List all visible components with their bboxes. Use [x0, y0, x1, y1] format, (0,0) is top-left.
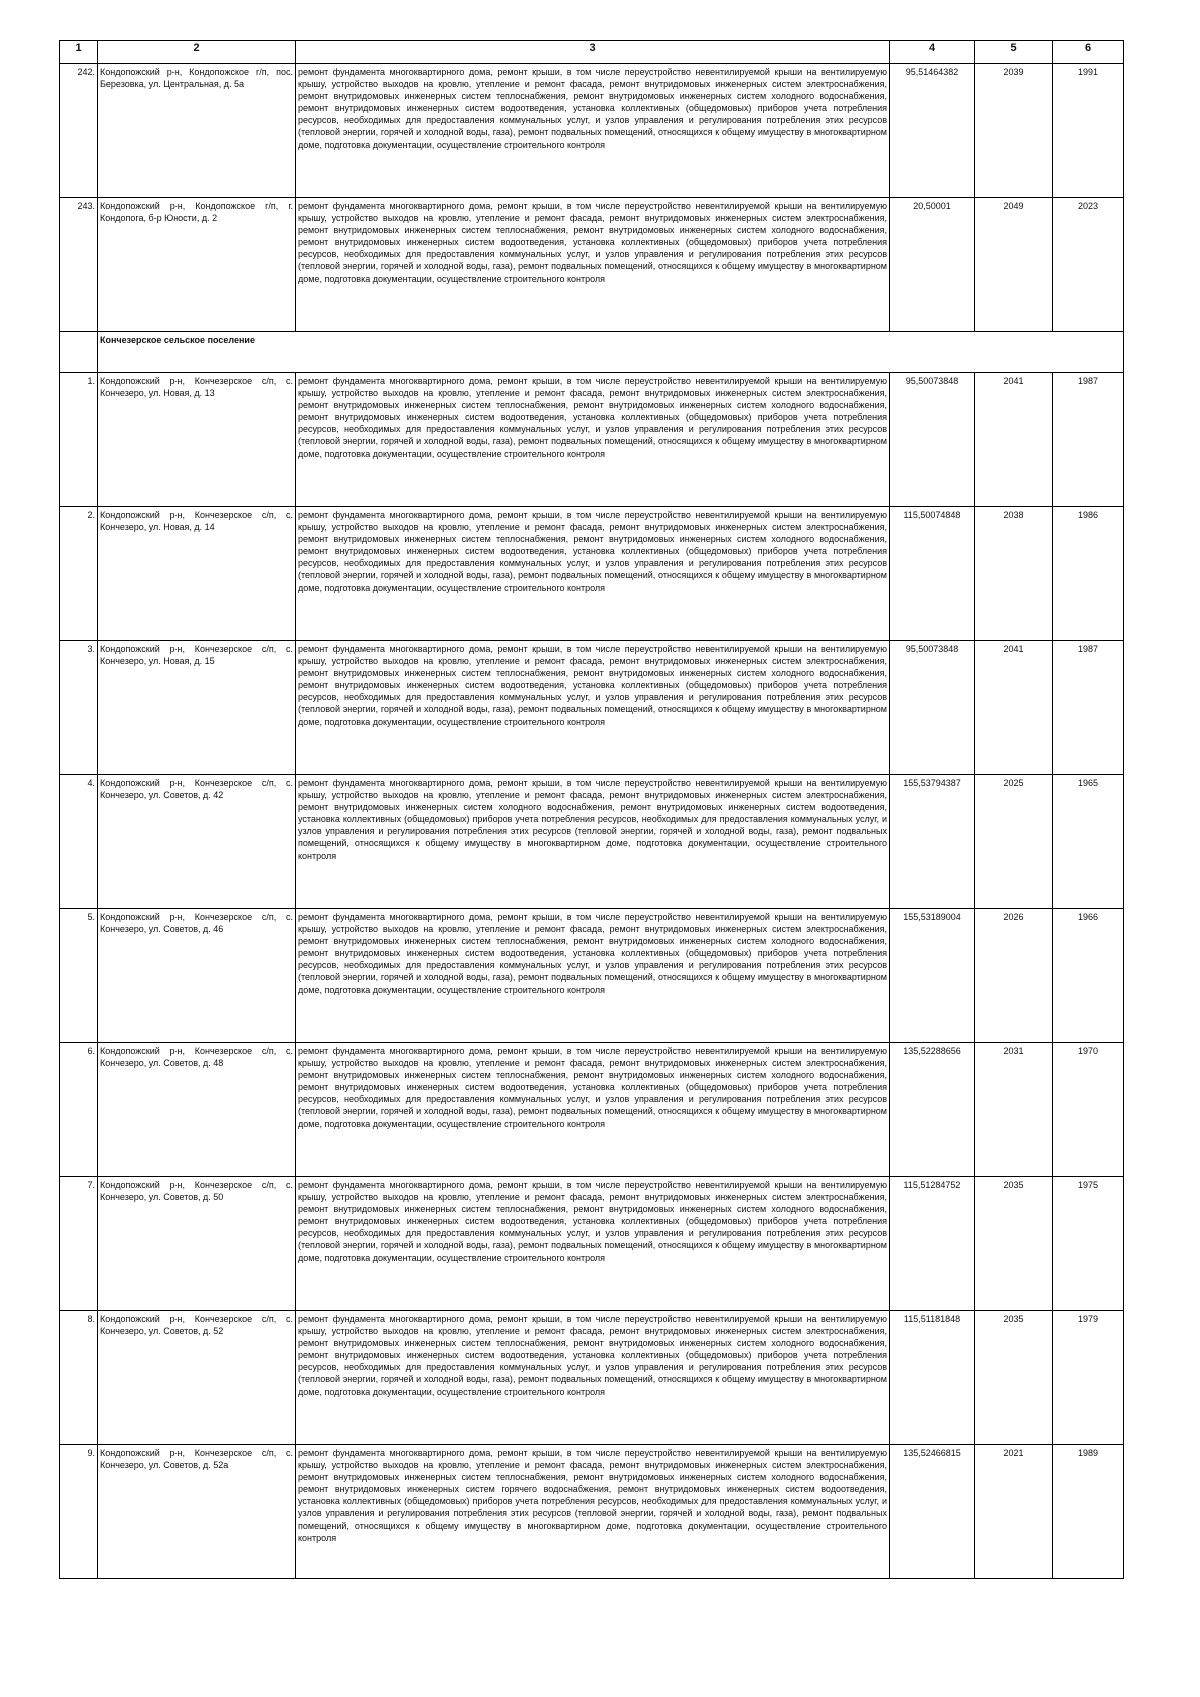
table-row: [60, 198, 1124, 332]
build-year: 1989: [1053, 1445, 1124, 1579]
section-spacer: [60, 332, 98, 373]
row-number: 2.: [60, 507, 98, 641]
cost-value: 20,50001: [890, 198, 975, 332]
cost-value: 135,52466815: [890, 1445, 975, 1579]
cost-value: 95,51464382: [890, 64, 975, 198]
house-address: Кондопожский р-н, Кончезерское с/п, с. Кончезеро, ул. Новая, д. 15: [98, 641, 296, 775]
repair-program-table: [59, 40, 1124, 1579]
table-row: [60, 1043, 1124, 1177]
work-types: ремонт фундамента многоквартирного дома, ремонт крыши, в том числе переустройство невентилируемой крыши на вентилируемую крышу, устройство выходов на кровлю, утепление и ремонт фасада, ремонт внутридомовых инженерных систем электроснабжения, ремонт внутридомовых инженерных систем теплоснабжения, ремонт внутридомовых инженерных систем холодного водоснабжения, ремонт внутридомовых инженерных систем водоотведения, установка коллективных (общедомовых) приборов учета потребления ресурсов, необходимых для предоставления коммунальных услуг, и узлов управления и регулирования потребления этих ресурсов (тепловой энергии, горячей и холодной воды, газа), ремонт подвальных помещений, относящихся к общему имуществу в многоквартирном доме, подготовка документации, осуществление строительного контроля: [296, 909, 890, 1043]
row-number: 7.: [60, 1177, 98, 1311]
row-number: 242.: [60, 64, 98, 198]
cost-value: 155,53794387: [890, 775, 975, 909]
house-address: Кондопожский р-н, Кончезерское с/п, с. Кончезеро, ул. Советов, д. 52: [98, 1311, 296, 1445]
build-year: 1966: [1053, 909, 1124, 1043]
table-row: [60, 641, 1124, 775]
build-year: 1987: [1053, 373, 1124, 507]
build-year: 2023: [1053, 198, 1124, 332]
house-address: Кондопожский р-н, Кончезерское с/п, с. Кончезеро, ул. Советов, д. 46: [98, 909, 296, 1043]
build-year: 1987: [1053, 641, 1124, 775]
repair-year: 2025: [975, 775, 1053, 909]
work-types: ремонт фундамента многоквартирного дома, ремонт крыши, в том числе переустройство невентилируемой крыши на вентилируемую крышу, устройство выходов на кровлю, утепление и ремонт фасада, ремонт внутридомовых инженерных систем электроснабжения, ремонт внутридомовых инженерных систем теплоснабжения, ремонт внутридомовых инженерных систем холодного водоснабжения, ремонт внутридомовых инженерных систем водоотведения, установка коллективных (общедомовых) приборов учета потребления ресурсов, необходимых для предоставления коммунальных услуг, и узлов управления и регулирования потребления этих ресурсов (тепловой энергии, горячей и холодной воды, газа), ремонт подвальных помещений, относящихся к общему имуществу в многоквартирном доме, подготовка документации, осуществление строительного контроля: [296, 198, 890, 332]
table-row: [60, 775, 1124, 909]
cost-value: 155,53189004: [890, 909, 975, 1043]
row-number: 1.: [60, 373, 98, 507]
table-row: [60, 909, 1124, 1043]
work-types: ремонт фундамента многоквартирного дома, ремонт крыши, в том числе переустройство невентилируемой крыши на вентилируемую крышу, устройство выходов на кровлю, утепление и ремонт фасада, ремонт внутридомовых инженерных систем электроснабжения, ремонт внутридомовых инженерных систем теплоснабжения, ремонт внутридомовых инженерных систем холодного водоснабжения, ремонт внутридомовых инженерных систем водоотведения, установка коллективных (общедомовых) приборов учета потребления ресурсов, необходимых для предоставления коммунальных услуг, и узлов управления и регулирования потребления этих ресурсов (тепловой энергии, горячей и холодной воды, газа), ремонт подвальных помещений, относящихся к общему имуществу в многоквартирном доме, подготовка документации, осуществление строительного контроля: [296, 1177, 890, 1311]
repair-year: 2035: [975, 1177, 1053, 1311]
repair-year: 2031: [975, 1043, 1053, 1177]
repair-year: 2049: [975, 198, 1053, 332]
column-header: 6: [1053, 41, 1124, 64]
repair-year: 2021: [975, 1445, 1053, 1579]
house-address: Кондопожский р-н, Кончезерское с/п, с. Кончезеро, ул. Новая, д. 13: [98, 373, 296, 507]
column-header: 2: [98, 41, 296, 64]
house-address: Кондопожский р-н, Кончезерское с/п, с. Кончезеро, ул. Новая, д. 14: [98, 507, 296, 641]
work-types: ремонт фундамента многоквартирного дома, ремонт крыши, в том числе переустройство невентилируемой крыши на вентилируемую крышу, устройство выходов на кровлю, утепление и ремонт фасада, ремонт внутридомовых инженерных систем электроснабжения, ремонт внутридомовых инженерных систем теплоснабжения, ремонт внутридомовых инженерных систем холодного водоснабжения, ремонт внутридомовых инженерных систем водоотведения, установка коллективных (общедомовых) приборов учета потребления ресурсов, необходимых для предоставления коммунальных услуг, и узлов управления и регулирования потребления этих ресурсов (тепловой энергии, горячей и холодной воды, газа), ремонт подвальных помещений, относящихся к общему имуществу в многоквартирном доме, подготовка документации, осуществление строительного контроля: [296, 64, 890, 198]
repair-year: 2026: [975, 909, 1053, 1043]
column-header: 1: [60, 41, 98, 64]
cost-value: 95,50073848: [890, 373, 975, 507]
work-types: ремонт фундамента многоквартирного дома, ремонт крыши, в том числе переустройство невентилируемой крыши на вентилируемую крышу, устройство выходов на кровлю, утепление и ремонт фасада, ремонт внутридомовых инженерных систем электроснабжения, ремонт внутридомовых инженерных систем теплоснабжения, ремонт внутридомовых инженерных систем холодного водоснабжения, ремонт внутридомовых инженерных систем водоотведения, установка коллективных (общедомовых) приборов учета потребления ресурсов, необходимых для предоставления коммунальных услуг, и узлов управления и регулирования потребления этих ресурсов (тепловой энергии, горячей и холодной воды, газа), ремонт подвальных помещений, относящихся к общему имуществу в многоквартирном доме, подготовка документации, осуществление строительного контроля: [296, 1043, 890, 1177]
section-title: Кончезерское сельское поселение: [98, 332, 1124, 373]
cost-value: 115,51181848: [890, 1311, 975, 1445]
cost-value: 115,51284752: [890, 1177, 975, 1311]
repair-year: 2038: [975, 507, 1053, 641]
section-row: [60, 332, 1124, 373]
house-address: Кондопожский р-н, Кондопожское г/п, пос. Березовка, ул. Центральная, д. 5а: [98, 64, 296, 198]
table-row: [60, 1445, 1124, 1579]
house-address: Кондопожский р-н, Кончезерское с/п, с. Кончезеро, ул. Советов, д. 42: [98, 775, 296, 909]
column-number-header: [60, 41, 1124, 64]
work-types: ремонт фундамента многоквартирного дома, ремонт крыши, в том числе переустройство невентилируемой крыши на вентилируемую крышу, устройство выходов на кровлю, утепление и ремонт фасада, ремонт внутридомовых инженерных систем электроснабжения, ремонт внутридомовых инженерных систем теплоснабжения, ремонт внутридомовых инженерных систем холодного водоснабжения, ремонт внутридомовых инженерных систем водоотведения, установка коллективных (общедомовых) приборов учета потребления ресурсов, необходимых для предоставления коммунальных услуг, и узлов управления и регулирования потребления этих ресурсов (тепловой энергии, горячей и холодной воды, газа), ремонт подвальных помещений, относящихся к общему имуществу в многоквартирном доме, подготовка документации, осуществление строительного контроля: [296, 1311, 890, 1445]
cost-value: 115,50074848: [890, 507, 975, 641]
work-types: ремонт фундамента многоквартирного дома, ремонт крыши, в том числе переустройство невентилируемой крыши на вентилируемую крышу, устройство выходов на кровлю, утепление и ремонт фасада, ремонт внутридомовых инженерных систем электроснабжения, ремонт внутридомовых инженерных систем холодного водоснабжения, ремонт внутридомовых инженерных систем водоотведения, установка коллективных (общедомовых) приборов учета потребления ресурсов, необходимых для предоставления коммунальных услуг, и узлов управления и регулирования потребления этих ресурсов (тепловой энергии, горячей и холодной воды, газа), ремонт подвальных помещений, относящихся к общему имуществу в многоквартирном доме, подготовка документации, осуществление строительного контроля: [296, 775, 890, 909]
row-number: 243.: [60, 198, 98, 332]
column-header: 3: [296, 41, 890, 64]
work-types: ремонт фундамента многоквартирного дома, ремонт крыши, в том числе переустройство невентилируемой крыши на вентилируемую крышу, устройство выходов на кровлю, утепление и ремонт фасада, ремонт внутридомовых инженерных систем электроснабжения, ремонт внутридомовых инженерных систем теплоснабжения, ремонт внутридомовых инженерных систем холодного водоснабжения, ремонт внутридомовых инженерных систем водоотведения, установка коллективных (общедомовых) приборов учета потребления ресурсов, необходимых для предоставления коммунальных услуг, и узлов управления и регулирования потребления этих ресурсов (тепловой энергии, горячей и холодной воды, газа), ремонт подвальных помещений, относящихся к общему имуществу в многоквартирном доме, подготовка документации, осуществление строительного контроля: [296, 641, 890, 775]
build-year: 1991: [1053, 64, 1124, 198]
house-address: Кондопожский р-н, Кончезерское с/п, с. Кончезеро, ул. Советов, д. 48: [98, 1043, 296, 1177]
build-year: 1970: [1053, 1043, 1124, 1177]
table-row: [60, 373, 1124, 507]
repair-year: 2041: [975, 373, 1053, 507]
column-header: 4: [890, 41, 975, 64]
cost-value: 95,50073848: [890, 641, 975, 775]
repair-year: 2041: [975, 641, 1053, 775]
row-number: 8.: [60, 1311, 98, 1445]
house-address: Кондопожский р-н, Кондопожское г/п, г. Кондопога, б-р Юности, д. 2: [98, 198, 296, 332]
repair-year: 2035: [975, 1311, 1053, 1445]
row-number: 9.: [60, 1445, 98, 1579]
build-year: 1965: [1053, 775, 1124, 909]
column-header: 5: [975, 41, 1053, 64]
table-row: [60, 507, 1124, 641]
work-types: ремонт фундамента многоквартирного дома, ремонт крыши, в том числе переустройство невентилируемой крыши на вентилируемую крышу, устройство выходов на кровлю, утепление и ремонт фасада, ремонт внутридомовых инженерных систем электроснабжения, ремонт внутридомовых инженерных систем теплоснабжения, ремонт внутридомовых инженерных систем холодного водоснабжения, ремонт внутридомовых инженерных систем горячего водоснабжения, ремонт внутридомовых инженерных систем водоотведения, установка коллективных (общедомовых) приборов учета потребления ресурсов, необходимых для предоставления коммунальных услуг, и узлов управления и регулирования потребления этих ресурсов (тепловой энергии, горячей и холодной воды, газа), ремонт подвальных помещений, относящихся к общему имуществу в многоквартирном доме, подготовка документации, осуществление строительного контроля: [296, 1445, 890, 1579]
cost-value: 135,52288656: [890, 1043, 975, 1177]
table-row: [60, 1311, 1124, 1445]
row-number: 6.: [60, 1043, 98, 1177]
row-number: 3.: [60, 641, 98, 775]
row-number: 5.: [60, 909, 98, 1043]
build-year: 1986: [1053, 507, 1124, 641]
work-types: ремонт фундамента многоквартирного дома, ремонт крыши, в том числе переустройство невентилируемой крыши на вентилируемую крышу, устройство выходов на кровлю, утепление и ремонт фасада, ремонт внутридомовых инженерных систем электроснабжения, ремонт внутридомовых инженерных систем теплоснабжения, ремонт внутридомовых инженерных систем холодного водоснабжения, ремонт внутридомовых инженерных систем водоотведения, установка коллективных (общедомовых) приборов учета потребления ресурсов, необходимых для предоставления коммунальных услуг, и узлов управления и регулирования потребления этих ресурсов (тепловой энергии, горячей и холодной воды, газа), ремонт подвальных помещений, относящихся к общему имуществу в многоквартирном доме, подготовка документации, осуществление строительного контроля: [296, 507, 890, 641]
work-types: ремонт фундамента многоквартирного дома, ремонт крыши, в том числе переустройство невентилируемой крыши на вентилируемую крышу, устройство выходов на кровлю, утепление и ремонт фасада, ремонт внутридомовых инженерных систем электроснабжения, ремонт внутридомовых инженерных систем теплоснабжения, ремонт внутридомовых инженерных систем холодного водоснабжения, ремонт внутридомовых инженерных систем водоотведения, установка коллективных (общедомовых) приборов учета потребления ресурсов, необходимых для предоставления коммунальных услуг, и узлов управления и регулирования потребления этих ресурсов (тепловой энергии, горячей и холодной воды, газа), ремонт подвальных помещений, относящихся к общему имуществу в многоквартирном доме, подготовка документации, осуществление строительного контроля: [296, 373, 890, 507]
repair-year: 2039: [975, 64, 1053, 198]
row-number: 4.: [60, 775, 98, 909]
table-row: [60, 1177, 1124, 1311]
build-year: 1975: [1053, 1177, 1124, 1311]
table-row: [60, 64, 1124, 198]
house-address: Кондопожский р-н, Кончезерское с/п, с. Кончезеро, ул. Советов, д. 50: [98, 1177, 296, 1311]
build-year: 1979: [1053, 1311, 1124, 1445]
house-address: Кондопожский р-н, Кончезерское с/п, с. Кончезеро, ул. Советов, д. 52а: [98, 1445, 296, 1579]
